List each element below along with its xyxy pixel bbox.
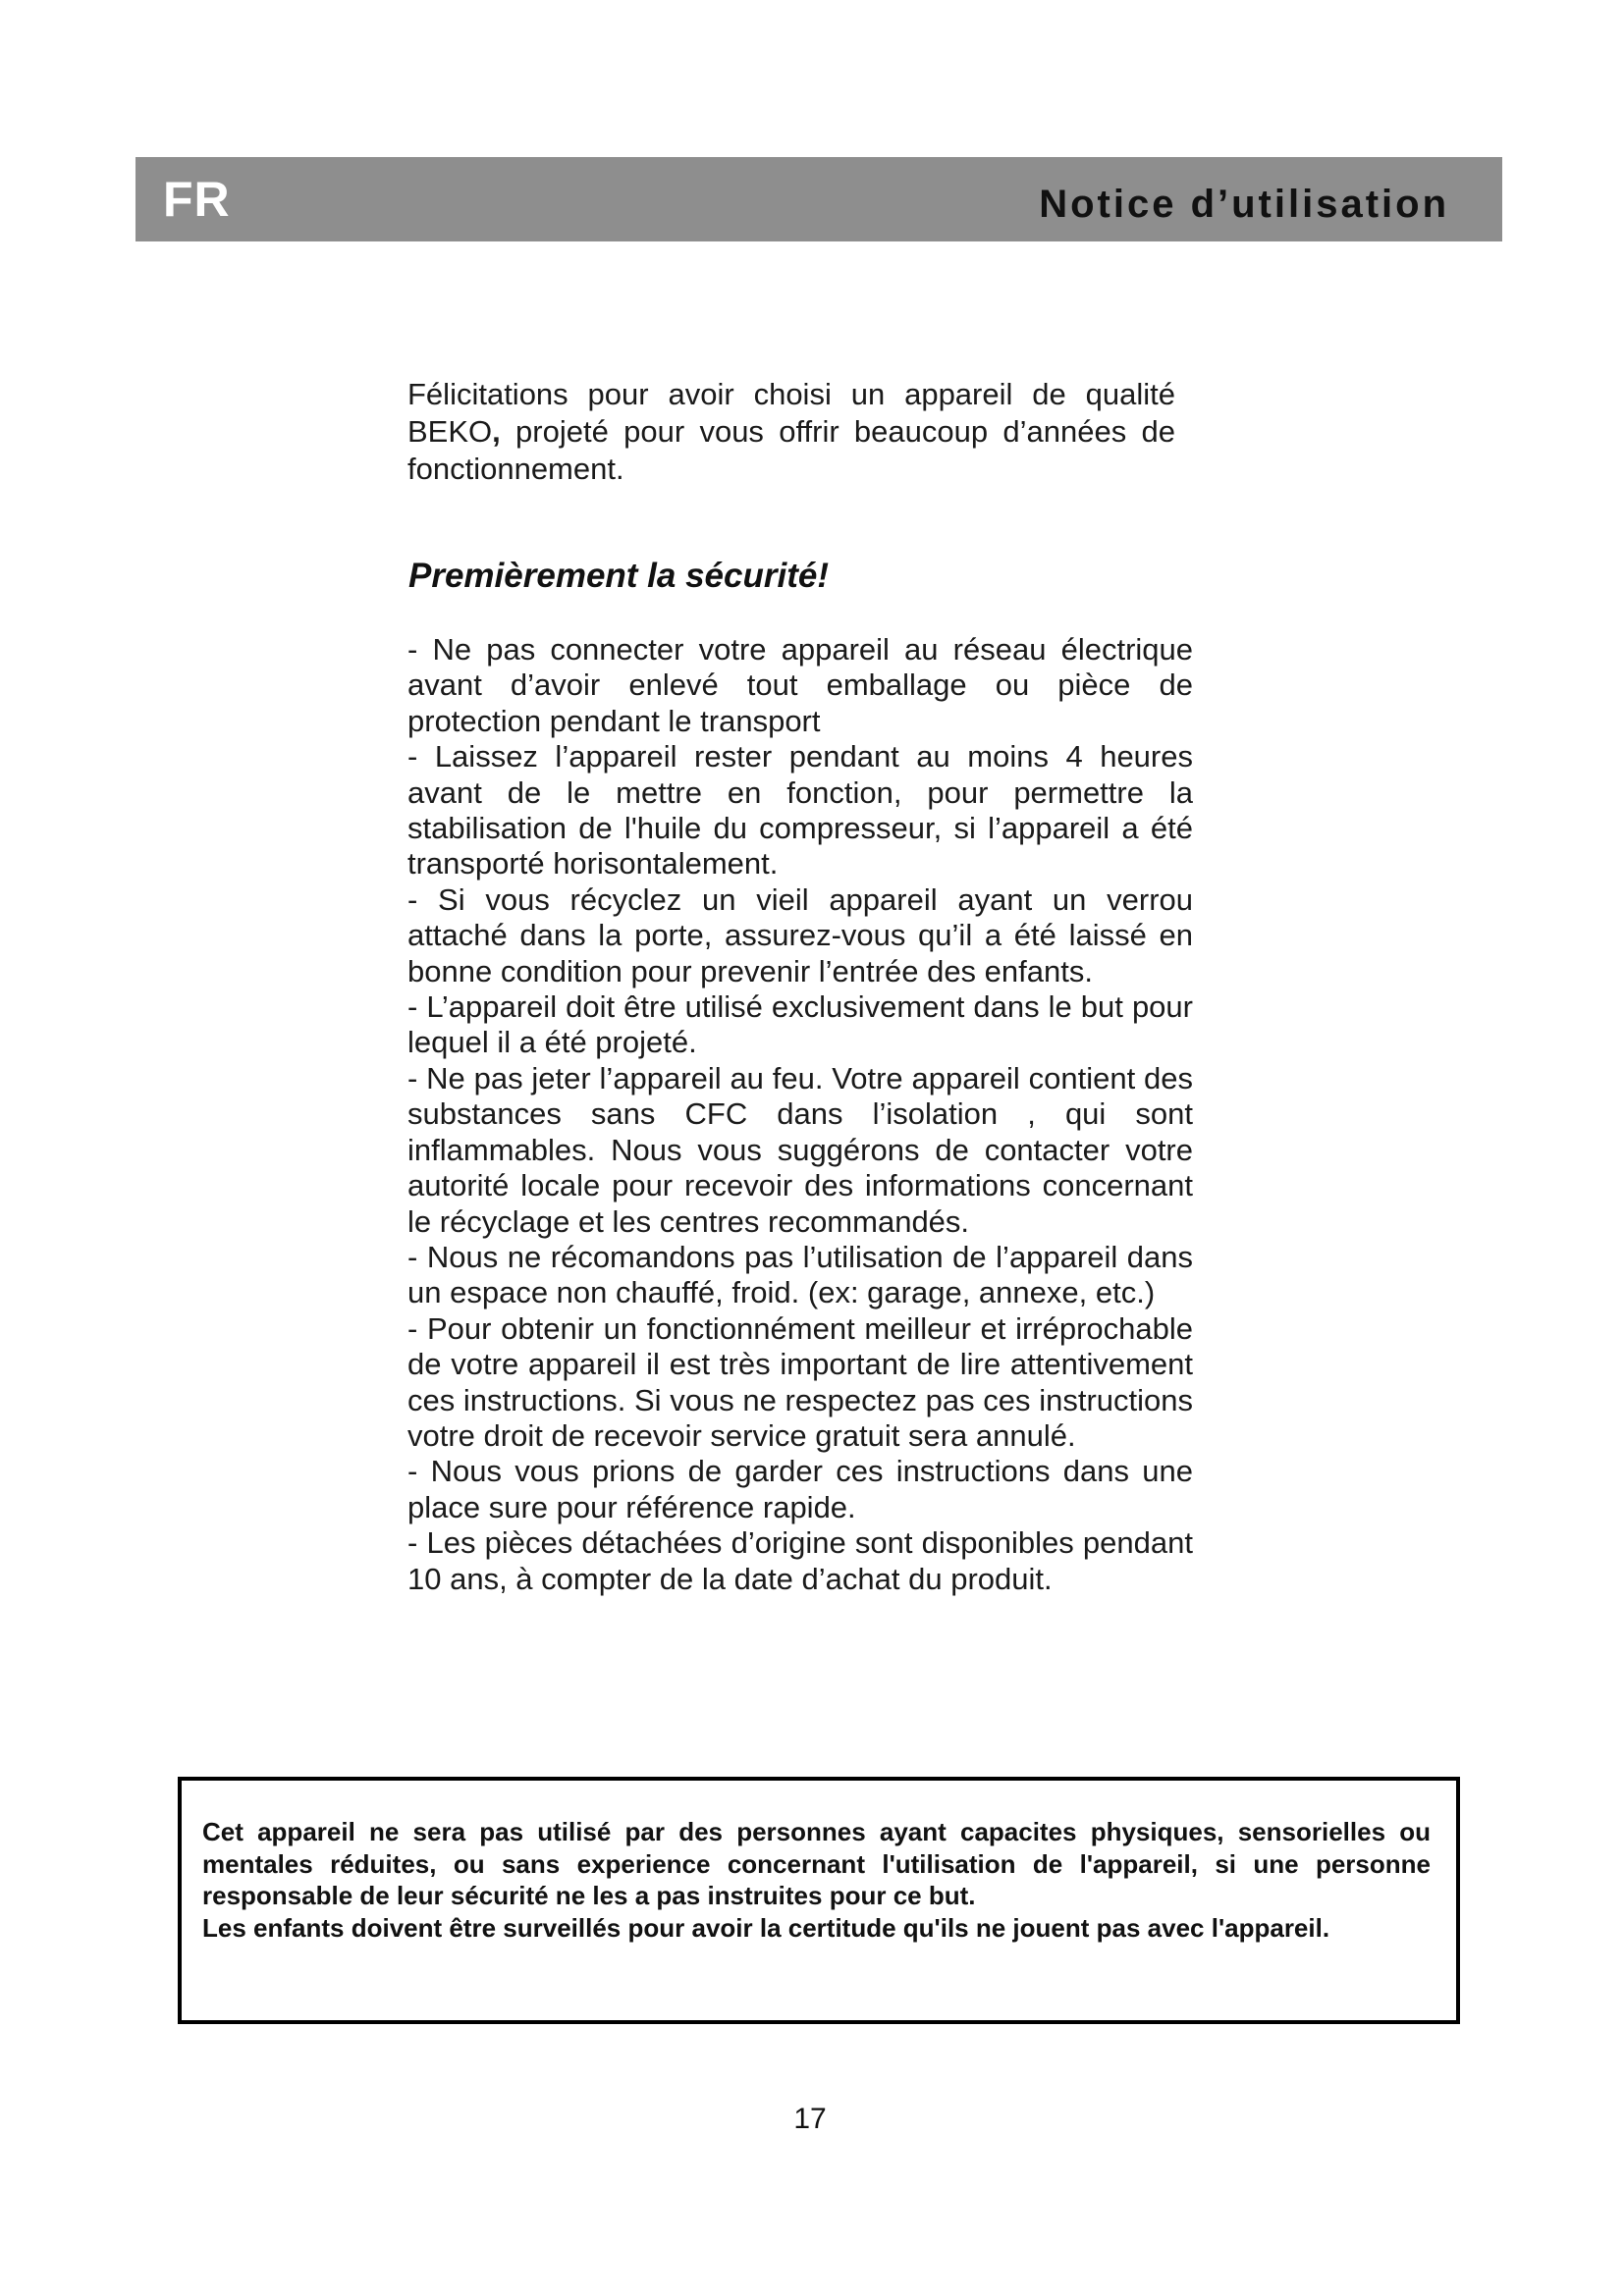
header-bar — [135, 157, 1502, 241]
page-number: 17 — [793, 2103, 827, 2135]
intro-text-end: projeté pour vous offrir beaucoup d’années de fonctionnement. — [407, 414, 1175, 486]
brand-name: BEKO — [407, 414, 493, 449]
safety-item: - Ne pas jeter l’appareil au feu. Votre appareil contient des substances sans CFC dans l’isolation , qui sont inflammables. Nous vous suggérons de contacter votre autorité locale pour recevoir des informations concernant le récyclage et les centres recommandés. — [407, 1060, 1193, 1239]
document-title: Notice d’utilisation — [1039, 182, 1449, 226]
warning-paragraph-capacities: Cet appareil ne sera pas utilisé par des personnes ayant capacites physiques, sensorielles ou mentales réduites, ou sans experience concernant l'utilisation de l'appareil, si une personne responsable de leur sécurité ne les a pas instruites pour ce but. — [202, 1817, 1431, 1910]
warning-box — [178, 1777, 1460, 2024]
brand-comma: , — [492, 414, 501, 449]
safety-item: - Si vous récyclez un vieil appareil ayant un verrou attaché dans la porte, assurez-vous qu’il a été laissé en bonne condition pour prevenir l’entrée des enfants. — [407, 881, 1193, 988]
safety-heading: Premièrement la sécurité! — [408, 557, 829, 595]
warning-paragraph-children: Les enfants doivent être surveillés pour avoir la certitude qu'ils ne jouent pas avec l'appareil. — [202, 1912, 1330, 1943]
safety-item: - Les pièces détachées d’origine sont disponibles pendant 10 ans, à compter de la date d’achat du produit. — [407, 1525, 1193, 1596]
language-code: FR — [163, 172, 231, 227]
safety-item: - Nous vous prions de garder ces instructions dans une place sure pour référence rapide. — [407, 1454, 1193, 1524]
safety-item: - Ne pas connecter votre appareil au réseau électrique avant d’avoir enlevé tout emballage ou pièce de protection pendant le transport — [407, 632, 1193, 738]
safety-item: - Laissez l’appareil rester pendant au moins 4 heures avant de le mettre en fonction, pour permettre la stabilisation de l'huile du compresseur, si l’appareil a été transporté horisontalement. — [407, 739, 1193, 881]
intro-paragraph — [407, 376, 1175, 488]
safety-list — [407, 632, 1193, 1597]
intro-text-start: Félicitations pour avoir choisi un appareil de qualité — [407, 377, 1175, 411]
safety-item: - Nous ne récomandons pas l’utilisation de l’appareil dans un espace non chauffé, froid. (ex: garage, annexe, etc.) — [407, 1239, 1193, 1310]
safety-item: - L’appareil doit être utilisé exclusivement dans le but pour lequel il a été projeté. — [407, 989, 1193, 1060]
safety-item: - Pour obtenir un fonctionnément meilleur et irréprochable de votre appareil il est très important de lire attentivement ces instructions. Si vous ne respectez pas ces instructions votre droit de recevoir service gratuit sera annulé. — [407, 1310, 1193, 1453]
